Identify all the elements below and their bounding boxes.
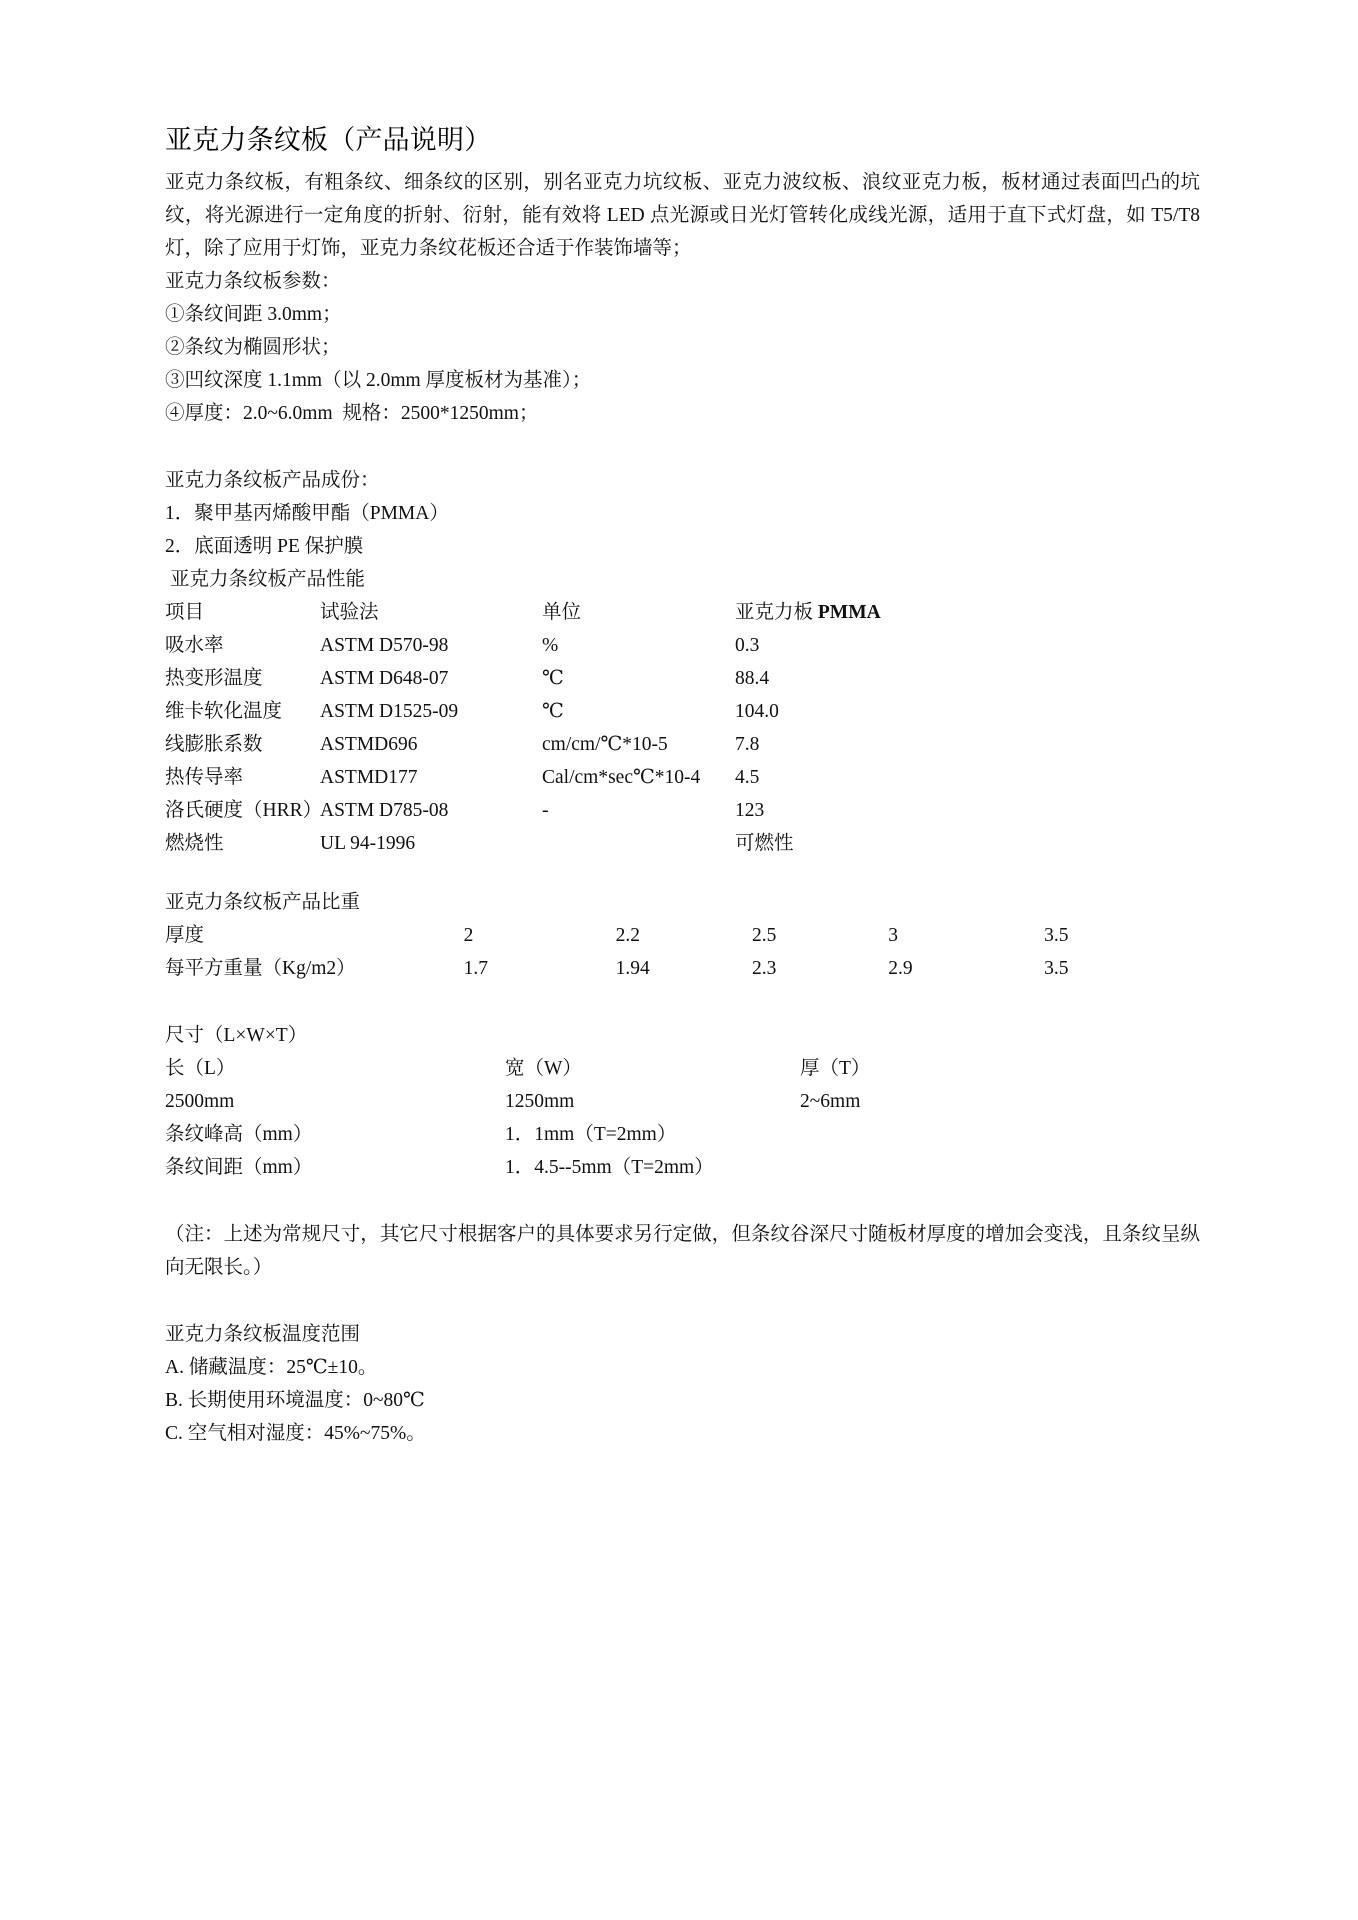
column-header-item: 项目 [165,602,205,623]
parameter-item-4: ④厚度：2.0~6.0mm 规格：2500*1250mm； [165,403,539,424]
thickness-value: 2.2 [615,925,640,946]
page-title: 亚克力条纹板（产品说明） [165,125,492,155]
weight-label: 每平方重量（Kg/m2） [165,958,356,979]
perf-method: ASTM D648-07 [320,668,449,689]
perf-value: 4.5 [735,767,760,788]
table-row [165,761,1200,794]
temperature-range-heading: 亚克力条纹板温度范围 [165,1324,361,1345]
perf-item: 燃烧性 [165,833,224,854]
perf-value: 104.0 [735,701,779,722]
column-header-material-bold: PMMA [817,602,881,623]
table-row [165,1151,1200,1184]
composition-item-1: 1．聚甲基丙烯酸甲酯（PMMA） [165,503,449,524]
temperature-item-c: C. 空气相对湿度：45%~75%。 [165,1423,426,1444]
perf-value: 88.4 [735,668,770,689]
spacer [165,430,1200,464]
column-header-method: 试验法 [320,602,379,623]
weight-value: 1.7 [463,958,489,979]
thickness-value: 2.5 [751,925,777,946]
dimension-value-length: 2500mm [165,1091,235,1112]
dimension-value-width: 1250mm [505,1091,575,1112]
peak-height-value: 1．1mm（T=2mm） [505,1124,677,1145]
performance-heading: 亚克力条纹板产品性能 [170,569,366,590]
perf-value: 可燃性 [735,833,794,854]
table-row [165,794,1200,827]
perf-item: 线膨胀系数 [165,734,263,755]
table-header-row [165,596,1200,629]
specific-gravity-table [165,919,1200,985]
parameter-item-1: ①条纹间距 3.0mm； [165,304,342,325]
intro-paragraph: 亚克力条纹板，有粗条纹、细条纹的区别，别名亚克力坑纹板、亚克力波纹板、浪纹亚克力板，板材通过表面凹凸的坑纹，将光源进行一定角度的折射、衍射，能有效将 LED 点光源或日光灯管转化成线光源，适用于直下式灯盘，如 T5/T8 灯，除了应用于灯饰，亚克力条纹花板还合适于作装饰墙等； [165,172,1200,259]
perf-unit: - [542,800,549,821]
table-row [165,919,1200,952]
parameter-item-2: ②条纹为椭圆形状； [165,337,341,358]
dimension-label-thickness: 厚（T） [800,1058,871,1079]
pitch-label: 条纹间距（mm） [165,1157,313,1178]
perf-method: ASTM D1525-09 [320,701,459,722]
perf-method: ASTM D785-08 [320,800,449,821]
performance-table [165,596,1200,860]
table-row [165,1085,1200,1118]
perf-unit: Cal/cm*sec℃*10-4 [542,767,701,788]
perf-method: ASTMD177 [320,767,418,788]
perf-unit: ℃ [542,701,564,722]
dimension-label-width: 宽（W） [505,1058,582,1079]
dimensions-table [165,1052,1200,1184]
composition-item-2: 2．底面透明 PE 保护膜 [165,536,364,557]
table-header-row [165,1052,1200,1085]
perf-value: 0.3 [735,635,760,656]
spacer [165,860,1200,886]
dimensions-note: （注：上述为常规尺寸，其它尺寸根据客户的具体要求另行定做，但条纹谷深尺寸随板材厚度的增加会变浅，且条纹呈纵向无限长。） [165,1224,1200,1278]
table-row [165,662,1200,695]
perf-value: 7.8 [735,734,760,755]
pitch-value: 1．4.5--5mm（T=2mm） [505,1157,714,1178]
table-row [165,629,1200,662]
perf-unit [542,827,735,860]
column-header-unit: 单位 [542,602,582,623]
composition-heading: 亚克力条纹板产品成份： [165,470,380,491]
temperature-item-a: A. 储藏温度：25℃±10。 [165,1357,378,1378]
column-header-material-prefix: 亚克力板 [735,602,818,623]
table-row [165,695,1200,728]
temperature-item-b: B. 长期使用环境温度：0~80℃ [165,1390,425,1411]
thickness-value: 3.5 [1044,925,1069,946]
peak-height-label: 条纹峰高（mm） [165,1124,313,1145]
document-body [165,120,1200,1450]
parameter-item-3: ③凹纹深度 1.1mm（以 2.0mm 厚度板材为基准）； [165,370,592,391]
table-row [165,728,1200,761]
perf-value: 123 [735,800,765,821]
perf-unit: cm/cm/℃*10-5 [542,734,668,755]
weight-value: 2.9 [888,958,913,979]
table-row [165,827,1200,860]
table-row [165,1118,1200,1151]
perf-item: 热变形温度 [165,668,263,689]
weight-value: 2.3 [751,958,777,979]
spacer [165,1184,1200,1218]
dimension-label-length: 长（L） [165,1058,236,1079]
perf-method: ASTMD696 [320,734,418,755]
thickness-value: 2 [463,925,474,946]
dimensions-heading: 尺寸（L×W×T） [165,1025,308,1046]
thickness-label: 厚度 [165,925,205,946]
dimension-value-thickness: 2~6mm [800,1091,861,1112]
perf-method: UL 94-1996 [320,833,416,854]
table-row [165,952,1200,985]
perf-item: 吸水率 [165,635,224,656]
weight-value: 1.94 [615,958,650,979]
perf-item: 热传导率 [165,767,244,788]
weight-value: 3.5 [1044,958,1069,979]
specific-gravity-heading: 亚克力条纹板产品比重 [165,892,361,913]
spacer [165,985,1200,1019]
perf-item: 洛氏硬度（HRR） [165,800,323,821]
column-header-material [735,596,1200,629]
perf-item: 维卡软化温度 [165,701,283,722]
spacer [165,1284,1200,1318]
perf-unit: % [542,635,559,656]
perf-method: ASTM D570-98 [320,635,449,656]
parameters-heading: 亚克力条纹板参数： [165,271,341,292]
thickness-value: 3 [888,925,899,946]
perf-unit: ℃ [542,668,564,689]
